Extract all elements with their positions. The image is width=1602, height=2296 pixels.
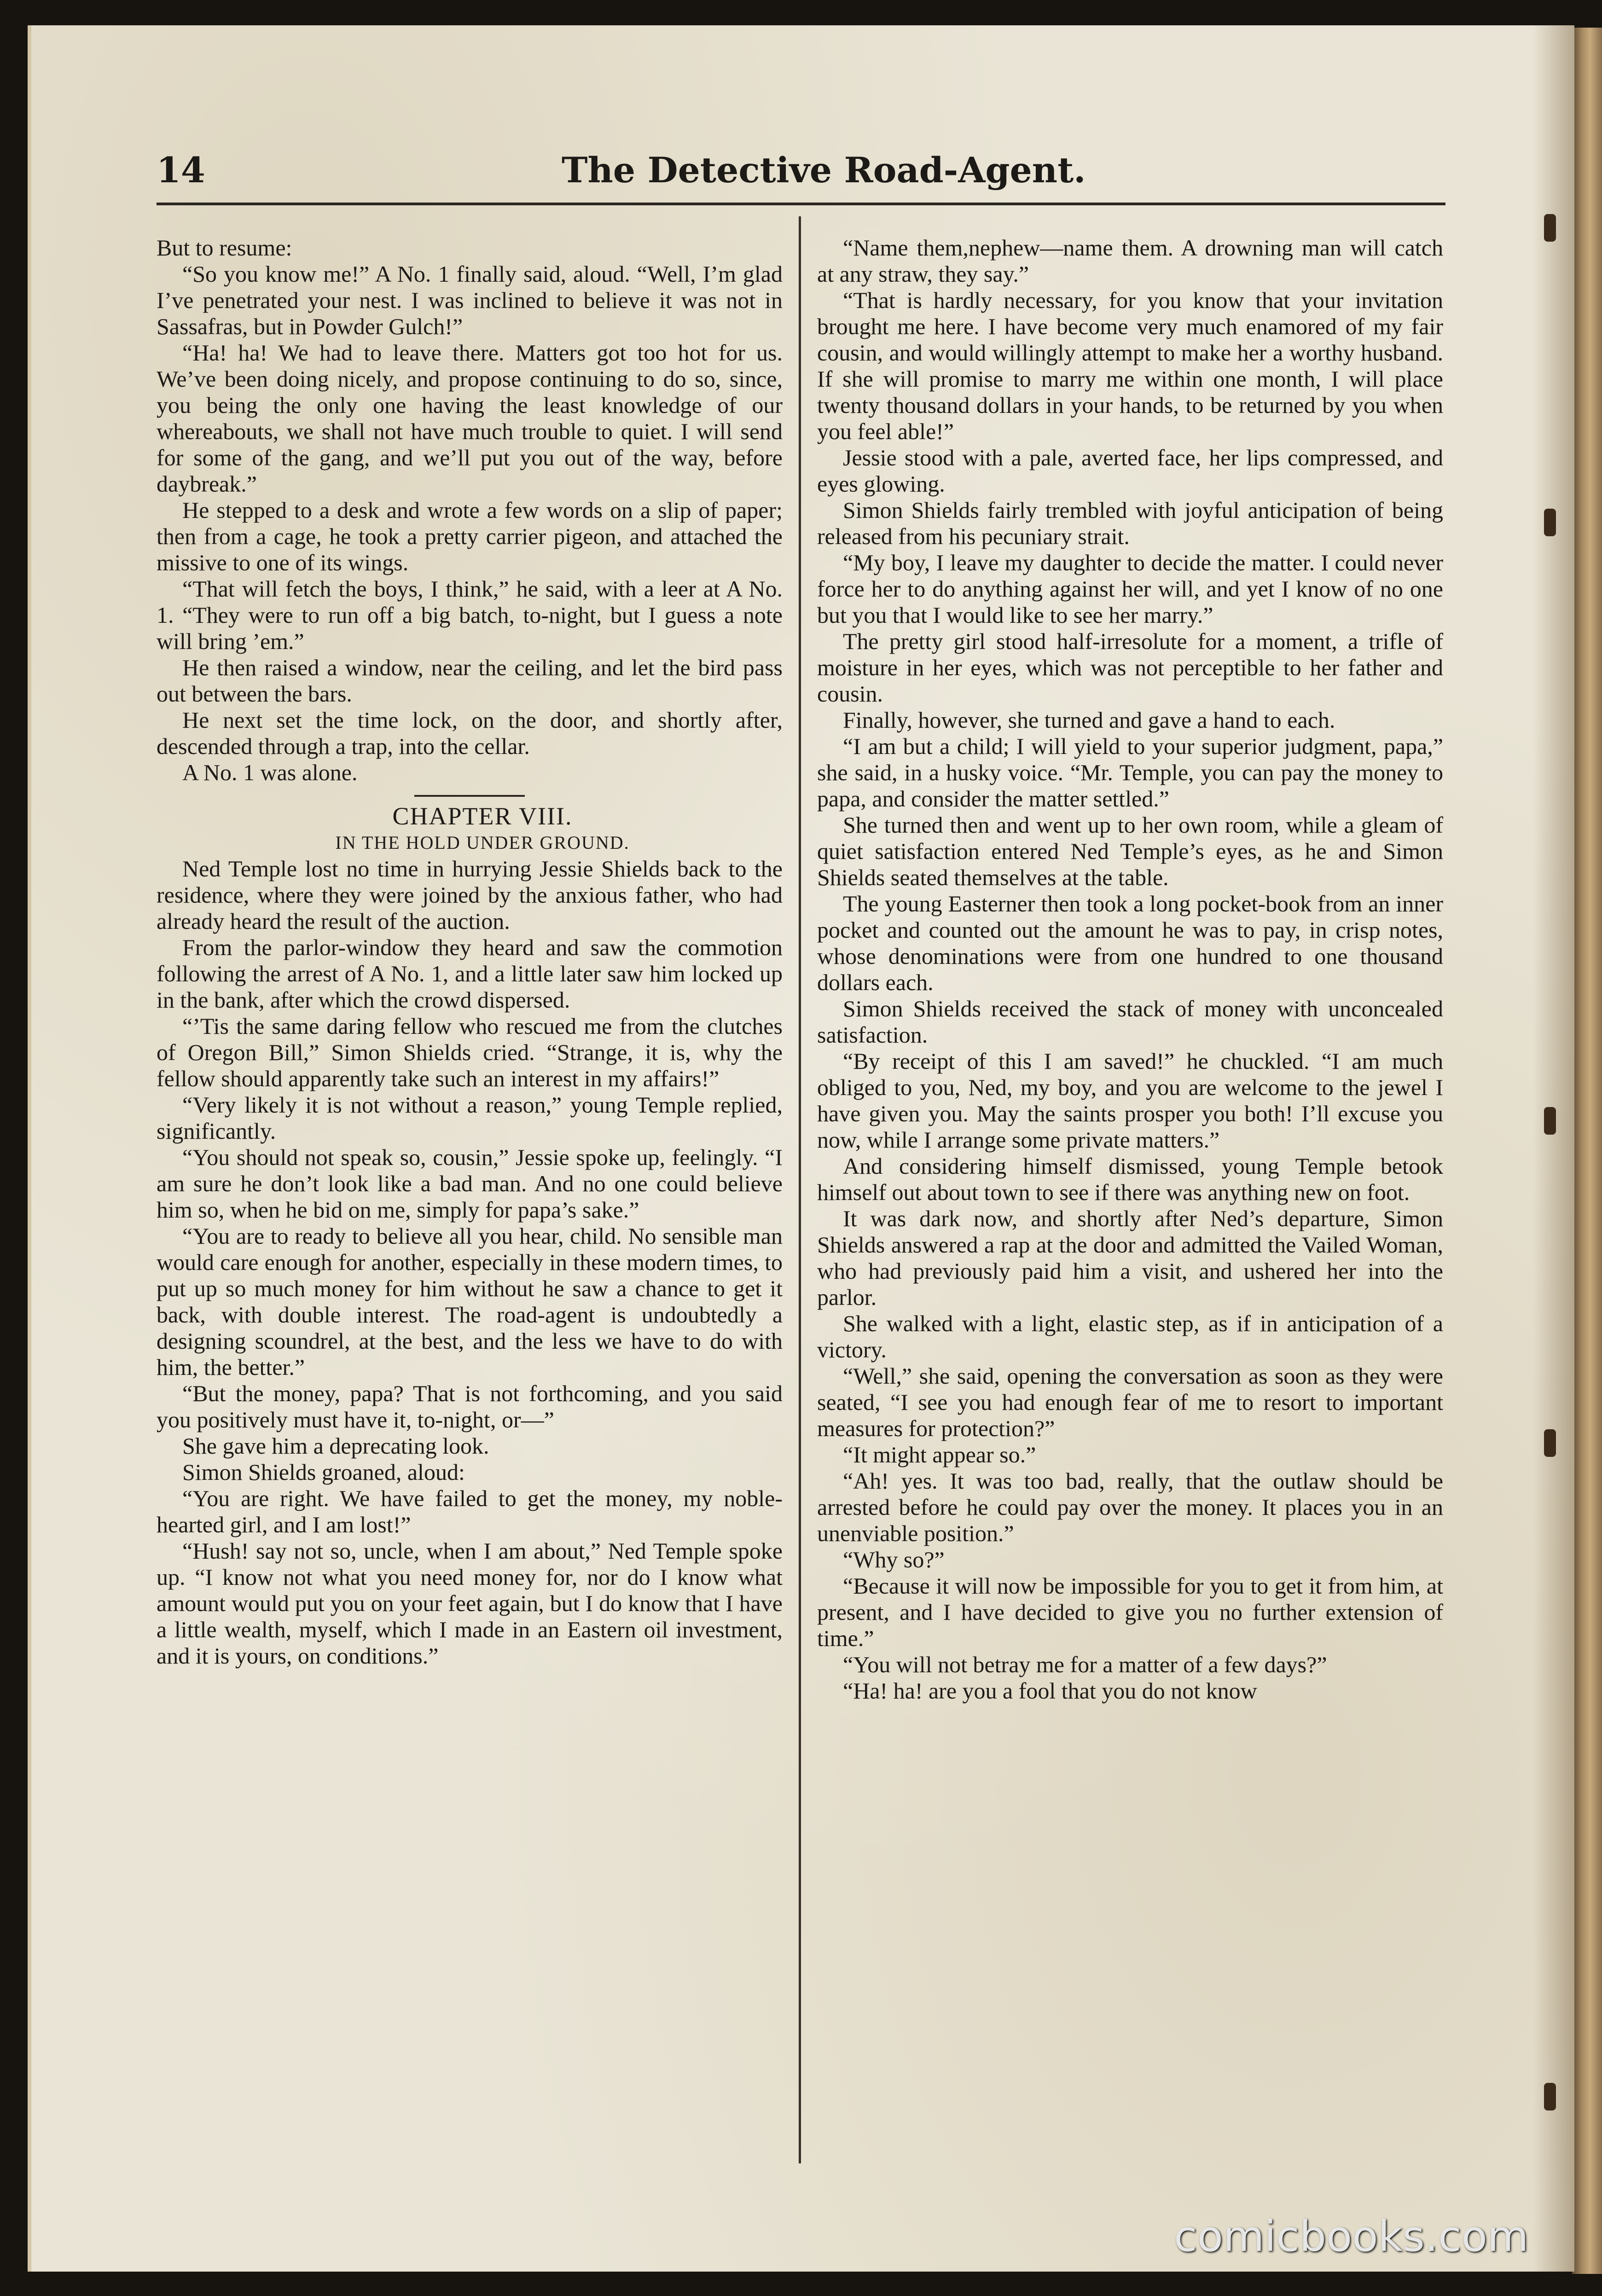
header-rule	[157, 203, 1445, 205]
chapter-title: CHAPTER VIII.	[392, 802, 573, 830]
page-header	[157, 150, 1445, 200]
paragraph: Jessie stood with a pale, averted face, her lips compressed, and eyes glowing.	[817, 445, 1443, 497]
chapter-rule	[414, 795, 525, 797]
paragraph: From the parlor-window they heard and saw the commotion following the arrest of A No. 1, and a little later saw him locked up in the bank, after which the crowd dispersed.	[157, 934, 783, 1013]
paragraph: Simon Shields received the stack of money with unconcealed satisfaction.	[817, 996, 1443, 1048]
paragraph: But to resume:	[157, 235, 292, 261]
paragraph: “You will not betray me for a matter of a few days?”	[843, 1652, 1327, 1677]
paragraph: “It might appear so.”	[843, 1442, 1036, 1467]
site-watermark: comicbooks.com	[1174, 2212, 1529, 2261]
right-column	[817, 235, 1443, 2168]
column-divider	[799, 216, 801, 2163]
paragraph: “My boy, I leave my daughter to decide the matter. I could never force her to do anything against her will, and yet I know of no one but you that I would like to see her marry.”	[817, 550, 1443, 628]
paragraph: He then raised a window, near the ceiling, and let the bird pass out between the bars.	[157, 655, 783, 707]
binding-stitch-mark	[1544, 509, 1556, 536]
paragraph: “Ah! yes. It was too bad, really, that the outlaw should be arrested before he could pay over the money. It places you in an unenviable position.”	[817, 1468, 1443, 1546]
paragraph: “Hush! say not so, uncle, when I am about,” Ned Temple spoke up. “I know not what you need money for, nor do I know what amount would put you on your feet again, but I do know that I have a little wealth, myself, which I made in an Eastern oil investment, and it is yours, on conditions.”	[157, 1538, 783, 1669]
paragraph: “So you know me!” A No. 1 finally said, aloud. “Well, I’m glad I’ve penetrated your nest. I was inclined to believe it was not in Sassafras, but in Powder Gulch!”	[157, 261, 783, 339]
paragraph: Simon Shields groaned, aloud:	[182, 1459, 465, 1485]
paragraph: “I am but a child; I will yield to your superior judgment, papa,” she said, in a husky voice. “Mr. Temple, you can pay the money to papa, and consider the matter settled.”	[817, 733, 1443, 812]
paragraph: “Because it will now be impossible for you to get it from him, at present, and I have decided to give you no further extension of time.”	[817, 1573, 1443, 1651]
paragraph: She turned then and went up to her own room, while a gleam of quiet satisfaction entered Ned Temple’s eyes, as he and Simon Shields seated themselves at the table.	[817, 812, 1443, 890]
chapter-subtitle: IN THE HOLD UNDER GROUND.	[335, 832, 630, 853]
page-edge-shadow	[1533, 25, 1574, 2272]
paragraph: “But the money, papa? That is not forthcoming, and you said you positively must have it, to-night, or—”	[157, 1380, 783, 1432]
paragraph: He stepped to a desk and wrote a few words on a slip of paper; then from a cage, he took a pretty carrier pigeon, and attached the missive to one of its wings.	[157, 497, 783, 575]
paragraph: The pretty girl stood half-irresolute for a moment, a trifle of moisture in her eyes, which was not perceptible to her father and cousin.	[817, 628, 1443, 707]
binding-stitch-mark	[1544, 2083, 1556, 2110]
paragraph: A No. 1 was alone.	[182, 760, 358, 785]
paragraph: “You should not speak so, cousin,” Jessie spoke up, feelingly. “I am sure he don’t look like a bad man. And no one could believe him so, when he bid on me, simply for papa’s sake.”	[157, 1144, 783, 1223]
paragraph: “You are right. We have failed to get the money, my noble-hearted girl, and I am lost!”	[157, 1485, 783, 1537]
page-number: 14	[157, 150, 205, 191]
paragraph: “Ha! ha! are you a fool that you do not know	[843, 1678, 1257, 1704]
paragraph: The young Easterner then took a long pocket-book from an inner pocket and counted out the amount he was to pay, in crisp notes, whose denominations were from one hundred to one thousand dollars each.	[817, 891, 1443, 995]
paragraph: “By receipt of this I am saved!” he chuckled. “I am much obliged to you, Ned, my boy, and you are welcome to the jewel I have given you. May the saints prosper you both! I’ll excuse you now, while I arrange some private matters.”	[817, 1048, 1443, 1153]
paragraph: “That is hardly necessary, for you know that your invitation brought me here. I have become very much enamored of my fair cousin, and would willingly attempt to make her a worthy husband. If she will promise to marry me within one month, I will place twenty thousand dollars in your hands, to be returned by you when you feel able!”	[817, 287, 1443, 444]
left-column	[157, 235, 783, 2168]
paragraph: “Ha! ha! We had to leave there. Matters got too hot for us. We’ve been doing nicely, and propose continuing to do so, since, you being the only one having the least knowledge of our whereabouts, we shall not have much trouble to quiet. I will send for some of the gang, and we’ll put you out of the way, before daybreak.”	[157, 340, 783, 497]
paragraph: She gave him a deprecating look.	[182, 1433, 489, 1459]
paragraph: “Well,” she said, opening the conversation as soon as they were seated, “I see you had enough fear of me to resort to important measures for protection?”	[817, 1363, 1443, 1441]
paragraph: It was dark now, and shortly after Ned’s departure, Simon Shields answered a rap at the door and admitted the Vailed Woman, who had previously paid him a visit, and ushered her into the parlor.	[817, 1206, 1443, 1310]
paragraph: “Why so?”	[843, 1547, 945, 1572]
binding-stitch-mark	[1544, 1429, 1556, 1457]
paragraph: “Name them,nephew—name them. A drowning man will catch at any straw, they say.”	[817, 235, 1443, 287]
binding-stitch-mark	[1544, 214, 1556, 242]
paragraph: “You are to ready to believe all you hear, child. No sensible man would care enough for another, especially in these modern times, to put up so much money for him without he saw a chance to get it back, with double interest. The road-agent is undoubtedly a designing scoundrel, at the best, and the less we have to do with him, the better.”	[157, 1223, 783, 1380]
binding-stitch-mark	[1544, 1107, 1556, 1135]
paragraph: “That will fetch the boys, I think,” he said, with a leer at A No. 1. “They were to run off a big batch, to-night, but I guess a note will bring ’em.”	[157, 576, 783, 654]
paragraph: “Very likely it is not without a reason,” young Temple replied, significantly.	[157, 1092, 783, 1144]
paragraph: She walked with a light, elastic step, as if in anticipation of a victory.	[817, 1310, 1443, 1363]
paragraph: “’Tis the same daring fellow who rescued me from the clutches of Oregon Bill,” Simon Shields cried. “Strange, it is, why the fellow should apparently take such an interest in my affairs!”	[157, 1013, 783, 1091]
running-title: The Detective Road-Agent.	[562, 150, 1086, 191]
paragraph: He next set the time lock, on the door, and shortly after, descended through a trap, into the cellar.	[157, 707, 783, 759]
paragraph: And considering himself dismissed, young Temple betook himself out about town to see if there was anything new on foot.	[817, 1153, 1443, 1205]
adjacent-page-edge	[1572, 28, 1602, 2274]
paragraph: Simon Shields fairly trembled with joyful anticipation of being released from his pecuniary strait.	[817, 497, 1443, 549]
paragraph: Finally, however, she turned and gave a hand to each.	[843, 707, 1335, 733]
paragraph: Ned Temple lost no time in hurrying Jessie Shields back to the residence, where they were joined by the anxious father, who had already heard the result of the auction.	[157, 856, 783, 934]
